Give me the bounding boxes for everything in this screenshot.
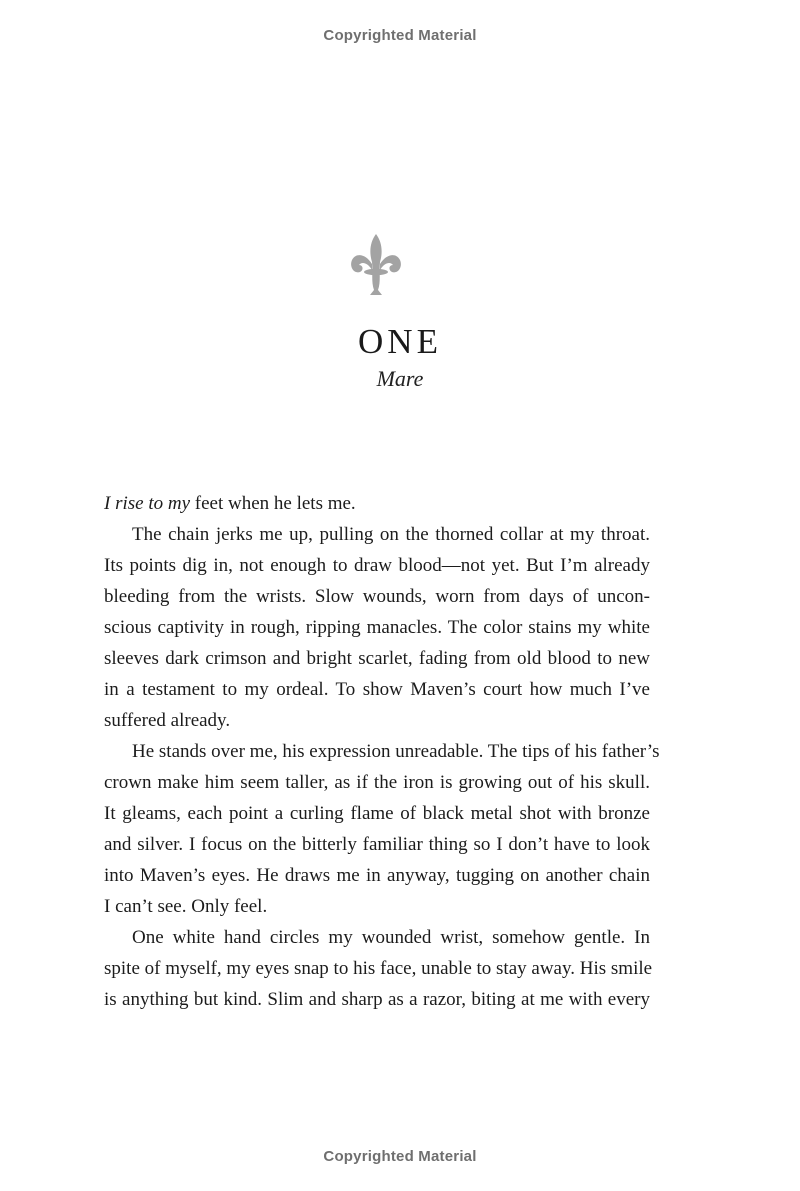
text-line: into Maven’s eyes. He draws me in anyway, tugging on another chain xyxy=(104,865,650,886)
text-line: He stands over me, his expression unreadable. The tips of his father’s xyxy=(132,741,660,762)
fleur-de-lis-icon xyxy=(348,232,404,296)
text-line: It gleams, each point a curling flame of black metal shot with bronze xyxy=(104,803,650,824)
opening-line xyxy=(104,488,650,519)
copyright-watermark-top: Copyrighted Material xyxy=(323,27,477,44)
text-line: is anything but kind. Slim and sharp as a razor, biting at me with every xyxy=(104,989,650,1010)
text-line: I can’t see. Only feel. xyxy=(104,896,268,917)
text-line: Its points dig in, not enough to draw blood—not yet. But I’m already xyxy=(104,555,650,576)
text-line: bleeding from the wrists. Slow wounds, worn from days of uncon- xyxy=(104,586,650,607)
text-line: suffered already. xyxy=(104,710,231,731)
chapter-number: ONE xyxy=(358,322,442,361)
text-line: sleeves dark crimson and bright scarlet, fading from old blood to new xyxy=(104,648,650,669)
text-line: spite of myself, my eyes snap to his face, unable to stay away. His smile xyxy=(104,958,653,979)
chapter-body xyxy=(104,488,660,1015)
text-line: and silver. I focus on the bitterly familiar thing so I don’t have to look xyxy=(104,834,650,855)
opening-italic: I rise to my xyxy=(104,493,191,514)
copyright-watermark-bottom: Copyrighted Material xyxy=(323,1148,477,1165)
text-line: scious captivity in rough, ripping manacles. The color stains my white xyxy=(104,617,650,638)
text-line: The chain jerks me up, pulling on the thorned collar at my throat. xyxy=(132,524,650,545)
text-line: crown make him seem taller, as if the iron is growing out of his skull. xyxy=(104,772,650,793)
chapter-narrator: Mare xyxy=(376,366,424,391)
opening-rest: feet when he lets me. xyxy=(190,493,356,514)
text-line: in a testament to my ordeal. To show Maven’s court how much I’ve xyxy=(104,679,650,700)
text-line: One white hand circles my wounded wrist, somehow gentle. In xyxy=(132,927,650,948)
